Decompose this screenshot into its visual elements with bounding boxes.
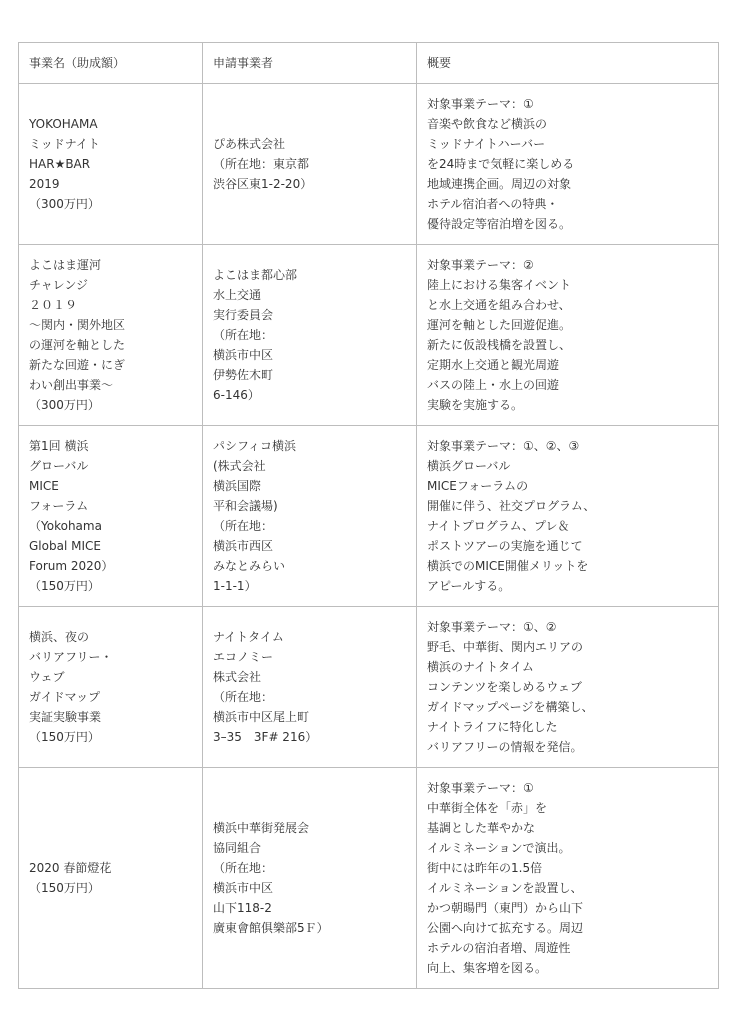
cell-text-line: ２０１９ — [29, 298, 78, 312]
summary-cell — [417, 245, 719, 426]
cell-text-line: 株式会社 — [213, 670, 262, 684]
summary-cell — [417, 84, 719, 245]
cell-text-line: 開催に伴う、社交プログラム、 — [427, 499, 596, 513]
project-name-cell — [19, 245, 203, 426]
header-applicant: 申請事業者 — [203, 43, 417, 84]
cell-text-line: ぴあ株式会社 — [213, 137, 286, 151]
cell-text-line: ガイドマップ — [29, 690, 101, 704]
cell-text-line: 6-146） — [213, 388, 260, 402]
cell-text-line: グローバル — [29, 459, 89, 473]
cell-text-line: 伊勢佐木町 — [213, 368, 274, 382]
cell-text-line: 1-1-1） — [213, 579, 257, 593]
grants-table — [18, 42, 719, 989]
cell-text-line: バリアフリーの情報を発信。 — [427, 740, 583, 754]
cell-text-line: 2020 春節燈花 — [29, 861, 112, 875]
cell-text-line: 陸上における集客イベント — [427, 278, 572, 292]
cell-text-line: と水上交通を組み合わせ、 — [427, 298, 571, 312]
cell-text-line: 地域連携企画。周辺の対象 — [427, 177, 572, 191]
summary-cell — [417, 426, 719, 607]
cell-text-line: ホテル宿泊者への特典・ — [427, 197, 559, 211]
cell-text-line: 対象事業テーマ：① — [427, 97, 534, 111]
cell-text-line: 横浜市中区尾上町 — [213, 710, 310, 724]
cell-text-line: （Yokohama — [29, 519, 102, 533]
cell-text-line: ミッドナイトハーバー — [427, 137, 546, 151]
cell-text-line: （所在地：東京都 — [213, 157, 310, 171]
cell-text-line: イルミネーションで演出。 — [427, 841, 571, 855]
cell-text-line: 対象事業テーマ：①、② — [427, 620, 557, 634]
cell-text-line: 横浜市西区 — [213, 539, 274, 553]
cell-text-line: (株式会社 — [213, 459, 266, 473]
cell-text-line: 横浜、夜の — [29, 630, 90, 644]
cell-text-line: ナイトタイム — [213, 630, 284, 644]
cell-text-line: 横浜グローバル — [427, 459, 511, 473]
cell-text-line: Forum 2020） — [29, 559, 114, 573]
cell-text-line: 横浜市中区 — [213, 881, 274, 895]
cell-text-line: 実証実験事業 — [29, 710, 102, 724]
cell-text-line: 第1回 横浜 — [29, 439, 89, 453]
cell-text-line: （所在地： — [213, 519, 274, 533]
cell-text-line: 運河を軸とした回遊促進。 — [427, 318, 572, 332]
cell-text-line: 山下118-2 — [213, 901, 272, 915]
cell-text-line: 新たな回遊・にぎ — [29, 358, 126, 372]
table-row — [19, 426, 719, 607]
cell-text-line: 協同組合 — [213, 841, 262, 855]
cell-text-line: 水上交通 — [213, 288, 262, 302]
cell-text-line: 対象事業テーマ：② — [427, 258, 534, 272]
cell-text-line: ウェブ — [29, 670, 65, 684]
cell-text-line: 横浜中華街発展会 — [213, 821, 310, 835]
cell-text-line: パシフィコ横浜 — [213, 439, 297, 453]
cell-text-line: 向上、集客増を図る。 — [427, 961, 548, 975]
cell-text-line: わい創出事業～ — [29, 378, 114, 392]
cell-text-line: 実行委員会 — [213, 308, 274, 322]
cell-text-line: 公園へ向けて拡充する。周辺 — [427, 921, 584, 935]
cell-text-line: 2019 — [29, 177, 60, 191]
cell-text-line: エコノミー — [213, 650, 274, 664]
cell-text-line: （150万円） — [29, 579, 100, 593]
cell-text-line: HAR★BAR — [29, 157, 91, 171]
cell-text-line: 野毛、中華街、関内エリアの — [427, 640, 584, 654]
table-row — [19, 768, 719, 989]
cell-text-line: 優待設定等宿泊増を図る。 — [427, 217, 572, 231]
cell-text-line: ガイドマップページを構築し、 — [427, 700, 594, 714]
cell-text-line: フォーラム — [29, 499, 89, 513]
header-summary: 概要 — [417, 43, 719, 84]
project-name-cell — [19, 768, 203, 989]
cell-text-line: ホテルの宿泊者増、周遊性 — [427, 941, 571, 955]
cell-text-line: （150万円） — [29, 881, 100, 895]
cell-text-line: 平和会議場) — [213, 499, 278, 513]
cell-text-line: よこはま都心部 — [213, 268, 298, 282]
header-project-name: 事業名（助成額） — [19, 43, 203, 84]
cell-text-line: （所在地： — [213, 328, 274, 342]
cell-text-line: よこはま運河 — [29, 258, 102, 272]
cell-text-line: 対象事業テーマ：①、②、③ — [427, 439, 580, 453]
table-header-row — [19, 43, 719, 84]
cell-text-line: 横浜のナイトタイム — [427, 660, 534, 674]
cell-text-line: MICEフォーラムの — [427, 479, 529, 493]
cell-text-line: コンテンツを楽しめるウェブ — [427, 680, 582, 694]
cell-text-line: イルミネーションを設置し、 — [427, 881, 583, 895]
cell-text-line: 横浜市中区 — [213, 348, 274, 362]
summary-cell — [417, 607, 719, 768]
project-name-cell — [19, 84, 203, 245]
project-name-cell — [19, 426, 203, 607]
cell-text-line: ナイトプログラム、プレ＆ — [427, 519, 570, 533]
cell-text-line: 中華街全体を「赤」を — [427, 801, 548, 815]
table-row — [19, 607, 719, 768]
cell-text-line: 廣東會館俱樂部5Ｆ） — [213, 921, 329, 935]
cell-text-line: の運河を軸とした — [29, 338, 126, 352]
cell-text-line: ミッドナイト — [29, 137, 100, 151]
applicant-cell — [203, 607, 417, 768]
applicant-cell — [203, 245, 417, 426]
cell-text-line: 実験を実施する。 — [427, 398, 524, 412]
cell-text-line: ～関内・関外地区 — [29, 318, 126, 332]
cell-text-line: （所在地： — [213, 690, 274, 704]
cell-text-line: （150万円） — [29, 730, 100, 744]
project-name-cell — [19, 607, 203, 768]
cell-text-line: ポストツアーの実施を通じて — [427, 539, 583, 553]
cell-text-line: （300万円） — [29, 197, 100, 211]
cell-text-line: ナイトライフに特化した — [427, 720, 558, 734]
table-row — [19, 245, 719, 426]
cell-text-line: 基調とした華やかな — [427, 821, 536, 835]
cell-text-line: チャレンジ — [29, 278, 89, 292]
cell-text-line: バリアフリー・ — [29, 650, 113, 664]
cell-text-line: 渋谷区東1-2-20） — [213, 177, 313, 191]
applicant-cell — [203, 426, 417, 607]
cell-text-line: 新たに仮設桟橋を設置し、 — [427, 338, 572, 352]
summary-cell — [417, 768, 719, 989]
cell-text-line: MICE — [29, 479, 59, 493]
applicant-cell — [203, 768, 417, 989]
cell-text-line: 3–35 3F# 216） — [213, 730, 318, 744]
cell-text-line: 音楽や飲食など横浜の — [427, 117, 548, 131]
cell-text-line: アピールする。 — [427, 579, 511, 593]
cell-text-line: を24時まで気軽に楽しめる — [427, 157, 575, 171]
applicant-cell — [203, 84, 417, 245]
cell-text-line: 対象事業テーマ：① — [427, 781, 534, 795]
cell-text-line: 街中には昨年の1.5倍 — [427, 861, 543, 875]
cell-text-line: 横浜でのMICE開催メリットを — [427, 559, 589, 573]
cell-text-line: Global MICE — [29, 539, 101, 553]
cell-text-line: 横浜国際 — [213, 479, 262, 493]
cell-text-line: バスの陸上・水上の回遊 — [427, 378, 560, 392]
cell-text-line: かつ朝暘門（東門）から山下 — [427, 901, 584, 915]
table-row — [19, 84, 719, 245]
cell-text-line: （300万円） — [29, 398, 100, 412]
cell-text-line: （所在地： — [213, 861, 274, 875]
cell-text-line: 定期水上交通と観光周遊 — [427, 358, 560, 372]
cell-text-line: YOKOHAMA — [29, 117, 98, 131]
cell-text-line: みなとみらい — [213, 559, 286, 573]
